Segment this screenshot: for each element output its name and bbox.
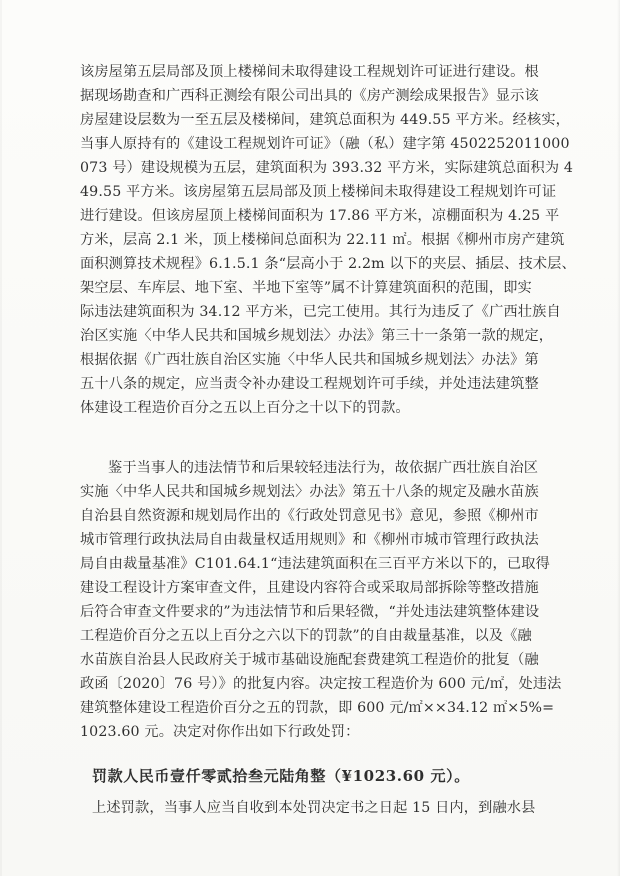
text-line: 工程造价百分之五以上百分之六以下的罚款”的自由裁量基准，以及《融 (80, 628, 532, 644)
text-line: 体建设工程造价百分之五以上百分之十以下的罚款。 (80, 400, 410, 416)
text-line: 水苗族自治县人民政府关于城市基础设施配套费建筑工程造价的批复（融 (80, 652, 539, 668)
text-line: 自治县自然资源和规划局作出的《行政处罚意见书》意见，参照《柳州市 (80, 508, 539, 524)
text-line: 根据依据《广西壮族自治区实施〈中华人民共和国城乡规划法〉办法》第 (80, 352, 539, 368)
text-line: 房屋建设层数为一至五层及楼梯间，建筑总面积为 449.55 平方米。经核实， (80, 112, 570, 128)
text-line: 政函〔2020〕76 号）》的批复内容。决定按工程造价为 600 元/㎡，处违法 (80, 676, 562, 692)
penalty-amount: 罚款人民币壹仟零贰拾叁元陆角整（¥1023.60 元）。 (92, 767, 470, 785)
text-line: 073 号）建设规模为五层，建筑面积为 393.32 平方米，实际建筑总面积为 4 (80, 160, 574, 176)
text-line: 城市管理行政执法局自由裁量权适用规则》和《柳州市城市管理行政执法 (80, 532, 539, 548)
text-line: 建筑整体建设工程造价百分之五的罚款，即 600 元/㎡××34.12 ㎡×5%= (80, 700, 555, 716)
text-line: 方米，层高 2.1 米，顶上楼梯间总面积为 22.11 ㎡。根据《柳州市房产建筑 (80, 232, 565, 248)
text-line: 鉴于当事人的违法情节和后果较轻违法行为，故依据广西壮族自治区 (108, 460, 539, 476)
text-line: 实施〈中华人民共和国城乡规划法〉办法》第五十八条的规定及融水苗族 (80, 484, 539, 500)
scan-edge-left (0, 0, 2, 876)
text-line: 架空层、车库层、地下室、半地下室等”属不计算建筑面积的范围，即实 (80, 280, 532, 296)
text-line: 进行建设。但该房屋顶上楼梯间面积为 17.86 平方米，凉棚面积为 4.25 平 (80, 208, 560, 224)
text-line: 治区实施〈中华人民共和国城乡规划法〉办法》第三十一条第一款的规定， (80, 328, 554, 344)
text-line: 1023.60 元。决定对你作出如下行政处罚： (80, 724, 360, 740)
text-line: 局自由裁量基准》C101.64.1“违法建筑面积在三百平方米以下的，已取得 (80, 556, 550, 572)
text-line: 据现场勘查和广西科正测绘有限公司出具的《房产测绘成果报告》显示该 (80, 88, 539, 104)
text-line: 建设工程设计方案审查文件，且建设内容符合或采取局部拆除等整改措施 (80, 580, 539, 596)
text-line: 五十八条的规定，应当责令补办建设工程规划许可手续，并处违法建筑整 (80, 376, 539, 392)
text-line: 面积测算技术规程》6.1.5.1 条“层高小于 2.2m 以下的夹层、插层、技术层、 (80, 256, 576, 272)
text-line: 上述罚款，当事人应当自收到本处罚决定书之日起 15 日内，到融水县 (92, 800, 536, 816)
text-line: 该房屋第五层局部及顶上楼梯间未取得建设工程规划许可证进行建设。根 (80, 64, 539, 80)
text-line: 际违法建筑面积为 34.12 平方米，已完工使用。其行为违反了《广西壮族自 (80, 304, 561, 320)
text-line: 当事人原持有的《建设工程规划许可证》（融（私）建字第 4502252011000 (80, 136, 570, 152)
text-line: 49.55 平方米。该房屋第五层局部及顶上楼梯间未取得建设工程规划许可证 (80, 184, 557, 200)
text-line: 后符合审查文件要求的”为违法情节和后果轻微，“并处违法建筑整体建设 (80, 604, 540, 620)
